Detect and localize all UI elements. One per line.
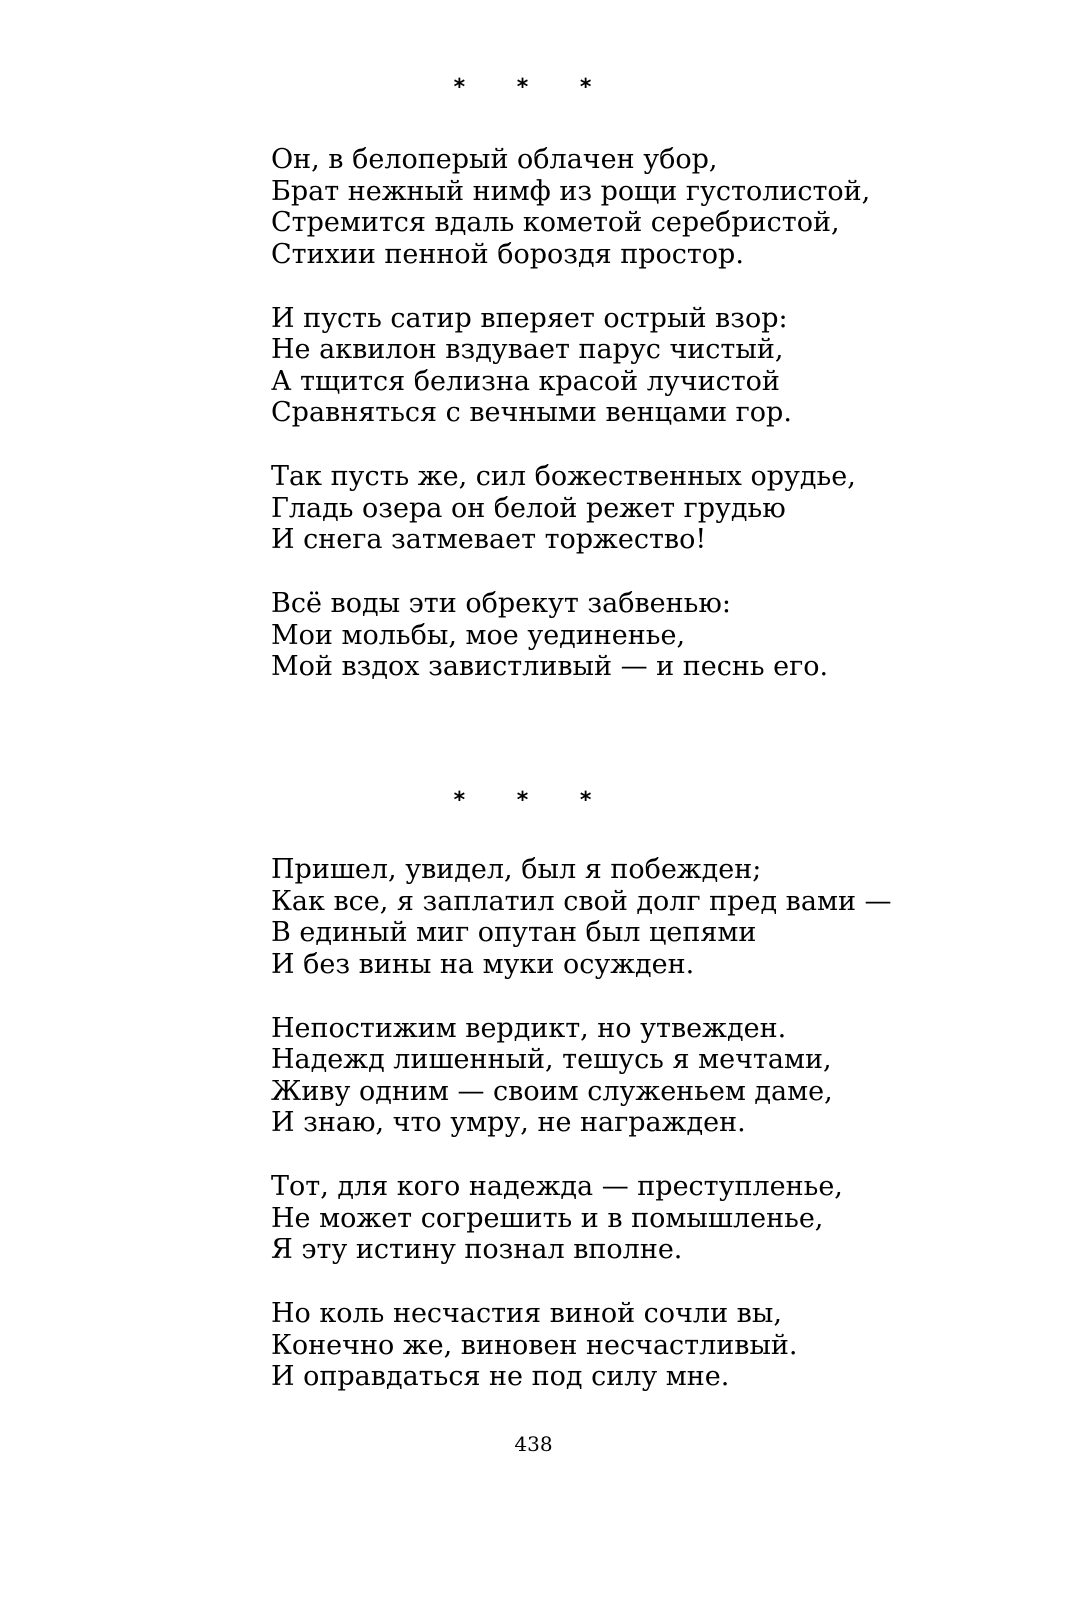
verse-line: Всё воды эти обрекут забвенью: — [271, 588, 731, 619]
stanza — [271, 1013, 1031, 1139]
verse-line: И без вины на муки осужден. — [271, 948, 695, 980]
verse-line: Не может согрешить и в помышленье, — [271, 1202, 824, 1234]
verse-line: Тот, для кого надежда — преступленье, — [271, 1171, 843, 1202]
poem — [271, 854, 1031, 1393]
verse-line: А тщится белизна красой лучистой — [271, 365, 780, 397]
verse-line: В единый миг опутан был цепями — [271, 917, 757, 948]
verse-line: Как все, я заплатил свой долг пред вами — — [271, 885, 892, 917]
verse-line: Пришел, увидел, был я побежден; — [271, 854, 762, 885]
verse-line: Брат нежный нимф из рощи густолистой, — [271, 175, 871, 207]
verse-line: Я эту истину познал вполне. — [271, 1234, 683, 1265]
verse-line: Живу одним — своим служеньем даме, — [271, 1075, 833, 1107]
verse-line: Сравняться с вечными венцами гор. — [271, 397, 792, 428]
verse-line: И пусть сатир вперяет острый взор: — [271, 302, 788, 334]
verse-line: Стихии пенной бороздя простор. — [271, 238, 744, 270]
verse-line: Но коль несчастия виной сочли вы, — [271, 1298, 782, 1329]
section-separator: * * * — [453, 75, 614, 100]
verse-line: И оправдаться не под силу мне. — [271, 1361, 730, 1392]
stanza — [271, 854, 1031, 980]
stanza — [271, 1298, 1031, 1393]
verse-line: Гладь озера он белой режет грудью — [271, 492, 786, 524]
stanza — [271, 588, 1031, 683]
stanza — [271, 1171, 1031, 1266]
verse-line: Мои мольбы, мое уединенье, — [271, 619, 686, 651]
page-number: 438 — [514, 1432, 553, 1456]
verse-line: Конечно же, виновен несчастливый. — [271, 1329, 798, 1361]
stanza — [271, 303, 1031, 429]
verse-line: Так пусть же, сил божественных орудье, — [271, 461, 856, 492]
verse-line: И знаю, что умру, не награжден. — [271, 1107, 746, 1138]
section-separator: * * * — [453, 788, 614, 813]
stanza — [271, 144, 1031, 270]
verse-line: Стремится вдаль кометой серебристой, — [271, 207, 840, 238]
stanza — [271, 461, 1031, 556]
verse-line: Он, в белоперый облачен убор, — [271, 144, 718, 175]
poem — [271, 144, 1031, 683]
verse-line: Мой вздох завистливый — и песнь его. — [271, 651, 829, 682]
verse-line: И снега затмевает торжество! — [271, 524, 707, 555]
verse-line: Непостижим вердикт, но утвежден. — [271, 1012, 787, 1044]
verse-line: Не аквилон вздувает парус чистый, — [271, 334, 784, 365]
verse-line: Надежд лишенный, тешусь я мечтами, — [271, 1044, 832, 1075]
